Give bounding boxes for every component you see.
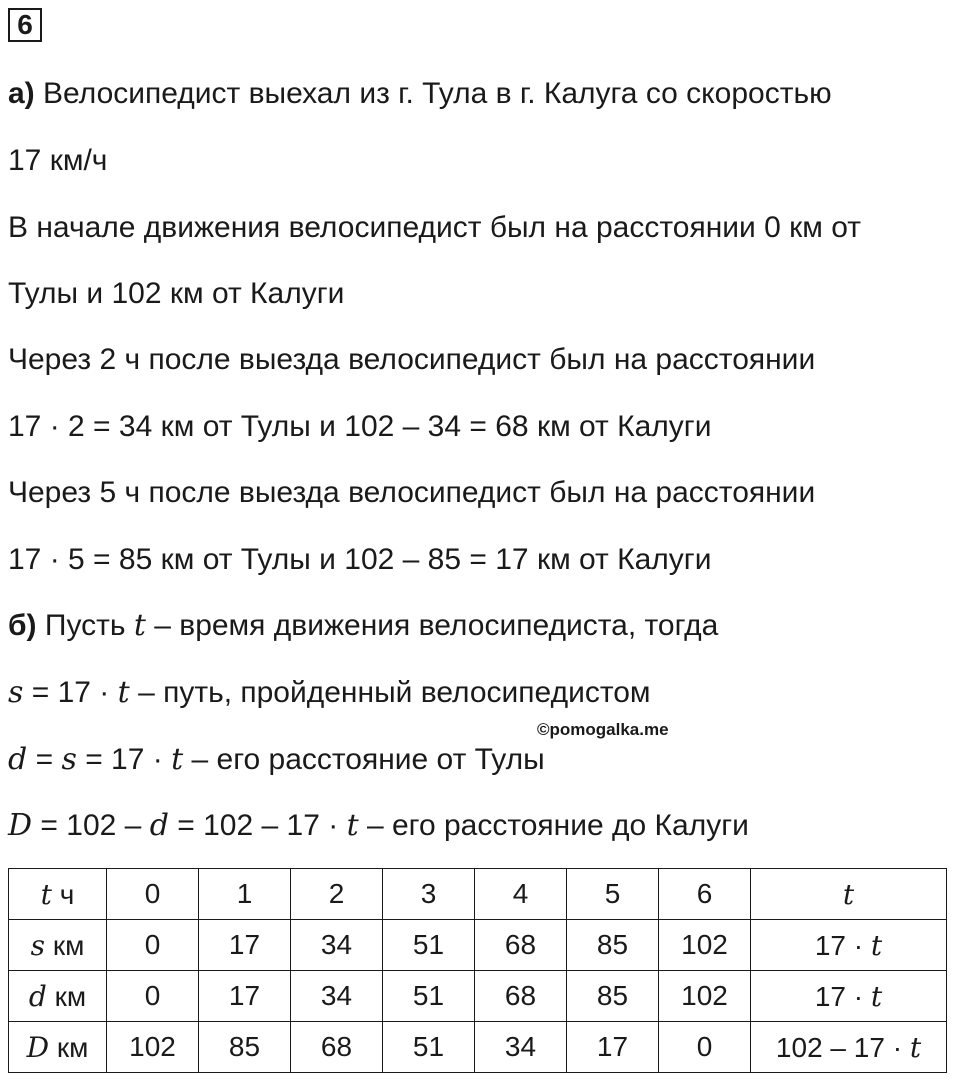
task-number: 6 [8,8,42,42]
formula-prefix: 102 – 17 · [775,1031,903,1063]
part-a-line-1 [8,74,832,114]
table-cell: 102 [659,971,751,1022]
part-b-text-3a: = [35,743,54,776]
formula-prefix: 17 · [814,929,864,961]
table-cell: 85 [567,971,659,1022]
table-cell: 34 [291,971,383,1022]
row-header-cell [9,920,107,971]
part-a-line-8: 17 · 5 = 85 км от Тулы и 102 – 85 = 17 км от Калуги [8,543,712,576]
table-cell: 3 [383,869,475,920]
values-table-body [9,869,947,1073]
table-row [9,1022,947,1073]
row-variable: D [26,1030,50,1064]
table-cell: 0 [107,971,199,1022]
row-header-cell [9,971,107,1022]
row-header-cell [9,869,107,920]
table-cell: 0 [107,920,199,971]
table-cell: 102 [107,1022,199,1073]
table-cell: 17 [199,920,291,971]
formula-cell [751,869,947,920]
part-b-line-1 [8,606,718,646]
part-a-label: а) [8,77,35,110]
table-cell: 6 [659,869,751,920]
var-d: d [149,808,169,843]
table-cell: 17 [199,971,291,1022]
formula-cell [751,920,947,971]
part-b-text-1a: Пусть [44,609,126,642]
part-a-text-1: Велосипедист выехал из г. Тула в г. Калуга со скоростью [43,77,832,110]
table-cell: 34 [291,920,383,971]
table-row [9,869,947,920]
formula-prefix: 17 · [814,980,864,1012]
var-t: t [133,608,146,643]
var-D: D [8,808,33,843]
var-s: s [8,675,24,710]
table-cell: 51 [383,1022,475,1073]
row-unit: км [54,980,87,1012]
var-s: s [61,742,77,777]
part-b-line-2 [8,673,651,713]
part-b-text-2a: = 17 · [31,676,110,709]
part-b-label: б) [8,609,37,642]
row-header-cell [9,1022,107,1073]
part-b-text-3b: = 17 · [85,743,163,776]
values-table [8,868,947,1073]
table-row [9,971,947,1022]
part-b-text-4a: = 102 – [40,809,142,842]
table-cell: 4 [475,869,567,920]
table-cell: 1 [199,869,291,920]
table-row [9,920,947,971]
table-cell: 0 [659,1022,751,1073]
formula-cell [751,971,947,1022]
table-cell: 68 [475,971,567,1022]
var-t: t [117,675,130,710]
table-cell: 102 [659,920,751,971]
formula-variable: t [870,979,883,1013]
formula-variable: t [870,928,883,962]
row-unit: км [56,1031,89,1063]
row-unit: ч [59,878,75,910]
formula-variable: t [842,877,855,911]
row-variable: t [40,877,52,911]
table-cell: 34 [475,1022,567,1073]
formula-cell [751,1022,947,1073]
table-cell: 5 [567,869,659,920]
part-b-text-2b: – путь, пройденный велосипедистом [138,676,651,709]
table-cell: 51 [383,920,475,971]
part-b-text-1b: – время движения велосипедиста, тогда [154,609,719,642]
table-cell: 2 [291,869,383,920]
part-a-line-6: 17 · 2 = 34 км от Тулы и 102 – 34 = 68 км от Калуги [8,410,712,443]
table-cell: 85 [567,920,659,971]
table-cell: 68 [291,1022,383,1073]
var-t: t [346,808,359,843]
row-variable: d [28,979,47,1013]
watermark: ©pomogalka.me [537,720,669,739]
part-b-line-3 [8,740,545,780]
var-t: t [171,742,184,777]
part-a-line-5: Через 2 ч после выезда велосипедист был на расстоянии [8,343,816,376]
formula-variable: t [909,1030,922,1064]
part-b-text-4c: – его расстояние до Калуги [366,809,749,842]
table-cell: 17 [567,1022,659,1073]
table-cell: 0 [107,869,199,920]
part-b-text-3c: – его расстояние от Тулы [191,743,545,776]
table-cell: 51 [383,971,475,1022]
part-b-text-4b: = 102 – 17 · [177,809,339,842]
part-a-line-3: В начале движения велосипедист был на расстоянии 0 км от [8,211,861,244]
part-b-line-4 [8,806,749,846]
part-a-line-4: Тулы и 102 км от Калуги [8,277,345,310]
table-cell: 68 [475,920,567,971]
part-a-line-7: Через 5 ч после выезда велосипедист был на расстоянии [8,476,816,509]
var-d: d [8,742,28,777]
row-variable: s [30,928,46,962]
part-a-line-2: 17 км/ч [8,144,108,177]
table-cell: 85 [199,1022,291,1073]
row-unit: км [52,929,85,961]
